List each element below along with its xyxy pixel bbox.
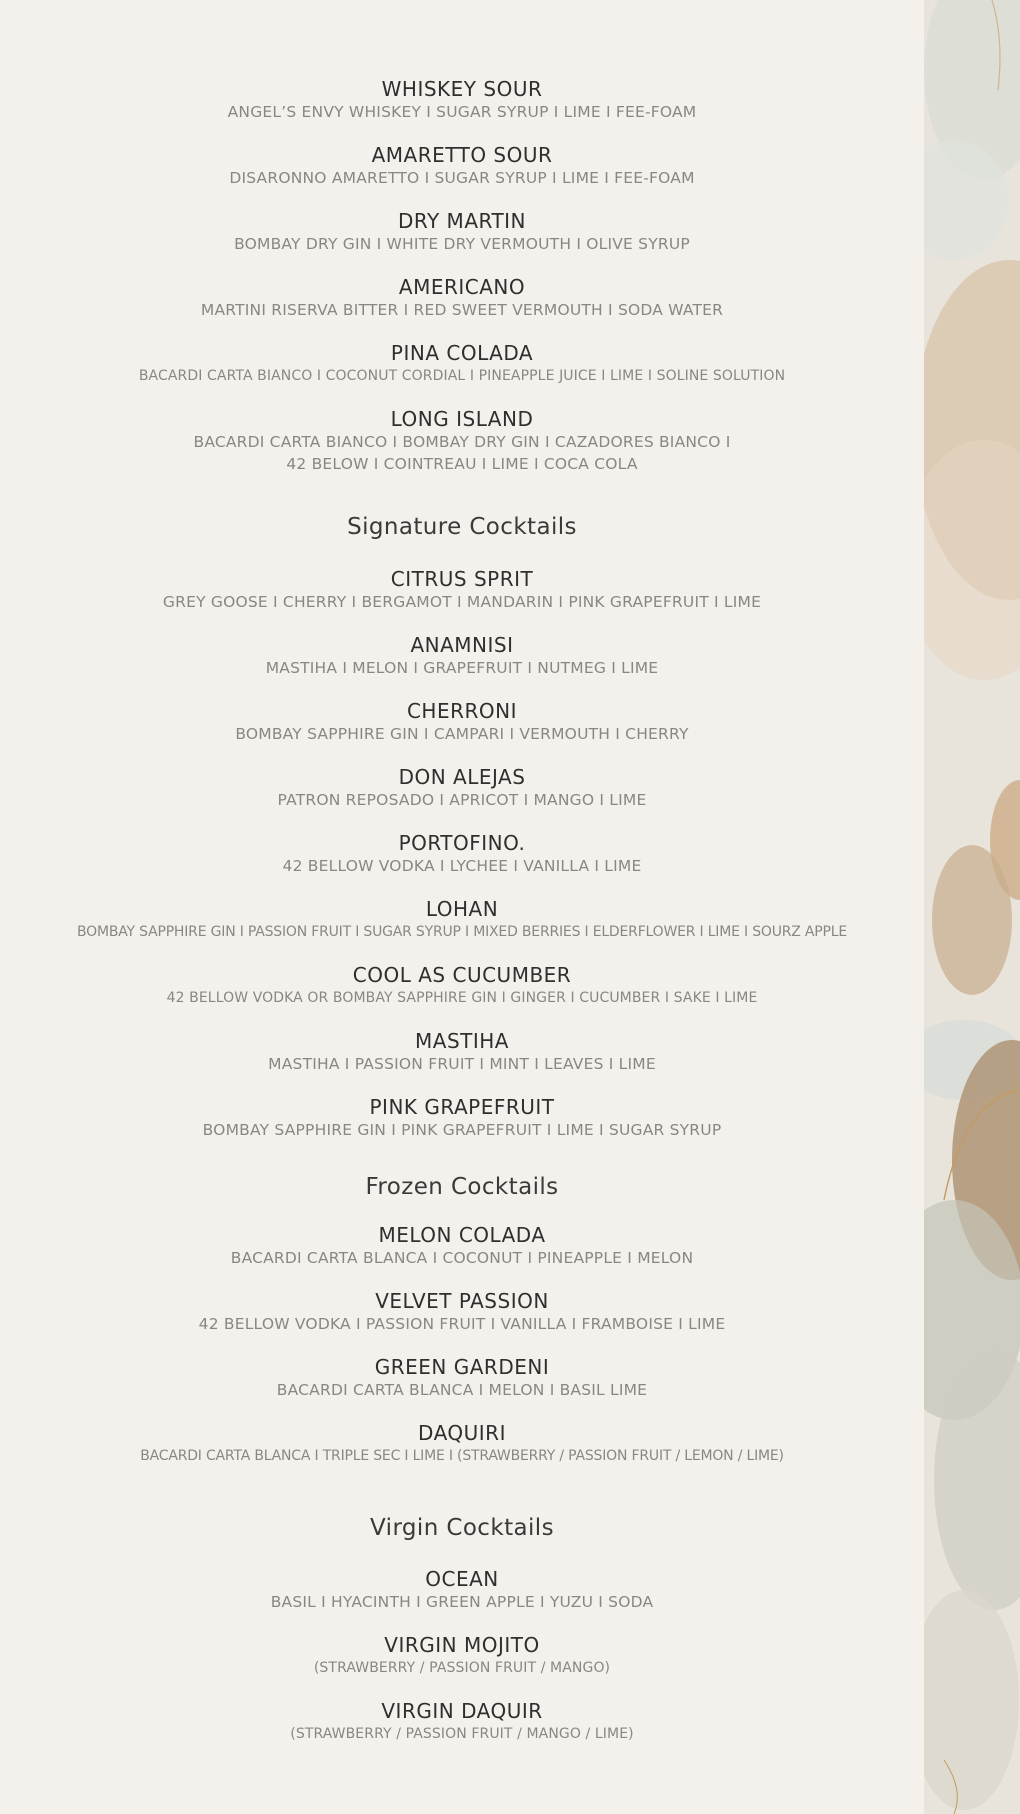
item-desc: DISARONNO AMARETTO I SUGAR SYRUP I LIME I FEE-FOAM	[229, 169, 695, 187]
item-desc: (STRAWBERRY / PASSION FRUIT / MANGO)	[313, 1660, 611, 1676]
item-desc: MARTINI RISERVA BITTER I RED SWEET VERMOUTH I SODA WATER	[200, 301, 724, 319]
item-desc: 42 BELLOW VODKA I LYCHEE I VANILLA I LIME	[282, 857, 642, 875]
item-name: AMERICANO	[398, 275, 526, 299]
item-desc: PATRON REPOSADO I APRICOT I MANGO I LIME	[277, 791, 647, 809]
item-name: OCEAN	[425, 1567, 499, 1591]
item-name: MELON COLADA	[378, 1223, 546, 1247]
item-desc: 42 BELOW I COINTREAU I LIME I COCA COLA	[286, 455, 638, 473]
item-desc: BOMBAY SAPPHIRE GIN I PASSION FRUIT I SUGAR SYRUP I MIXED BERRIES I ELDERFLOWER I LIME I SOURZ APPLE	[76, 924, 848, 940]
item-desc: BACARDI CARTA BIANCO I COCONUT CORDIAL I PINEAPPLE JUICE I LIME I SOLINE SOLUTION	[138, 368, 786, 384]
item-name: DRY MARTIN	[397, 209, 527, 233]
item-desc: 42 BELLOW VODKA I PASSION FRUIT I VANILLA I FRAMBOISE I LIME	[198, 1315, 726, 1333]
section-title-frozen: Frozen Cocktails	[365, 1174, 559, 1200]
item-desc: MASTIHA I MELON I GRAPEFRUIT I NUTMEG I LIME	[265, 659, 659, 677]
item-desc: BOMBAY SAPPHIRE GIN I CAMPARI I VERMOUTH I CHERRY	[235, 725, 689, 743]
item-name: CITRUS SPRIT	[390, 567, 534, 591]
item-name: MASTIHA	[415, 1029, 509, 1053]
item-desc: BOMBAY SAPPHIRE GIN I PINK GRAPEFRUIT I LIME I SUGAR SYRUP	[202, 1121, 722, 1139]
item-name: VIRGIN MOJITO	[384, 1633, 540, 1657]
item-name: WHISKEY SOUR	[381, 77, 543, 101]
item-name: PINA COLADA	[390, 341, 534, 365]
item-name: GREEN GARDENI	[374, 1355, 550, 1379]
item-name: PINK GRAPEFRUIT	[369, 1095, 555, 1119]
section-title-signature: Signature Cocktails	[347, 514, 577, 540]
item-name: DON ALEJAS	[398, 765, 526, 789]
item-desc: GREY GOOSE I CHERRY I BERGAMOT I MANDARIN I PINK GRAPEFRUIT I LIME	[162, 593, 762, 611]
watercolor-decoration	[924, 0, 1020, 1814]
item-name: ANAMNISI	[410, 633, 514, 657]
item-desc: BACARDI CARTA BLANCA I TRIPLE SEC I LIME I (STRAWBERRY / PASSION FRUIT / LEMON / LIME)	[140, 1448, 784, 1464]
section-title-virgin: Virgin Cocktails	[370, 1515, 554, 1541]
item-name: DAQUIRI	[418, 1421, 506, 1445]
item-name: VELVET PASSION	[375, 1289, 549, 1313]
item-name: LONG ISLAND	[390, 407, 534, 431]
item-desc: BACARDI CARTA BLANCA I COCONUT I PINEAPPLE I MELON	[230, 1249, 694, 1267]
item-name: LOHAN	[425, 897, 499, 921]
item-name: VIRGIN DAQUIR	[381, 1699, 543, 1723]
item-desc: BOMBAY DRY GIN I WHITE DRY VERMOUTH I OLIVE SYRUP	[234, 235, 690, 253]
item-name: PORTOFINO.	[398, 831, 526, 855]
item-desc: BACARDI CARTA BIANCO I BOMBAY DRY GIN I CAZADORES BIANCO I	[193, 433, 731, 451]
item-name: AMARETTO SOUR	[371, 143, 553, 167]
item-desc: ANGEL’S ENVY WHISKEY I SUGAR SYRUP I LIME I FEE-FOAM	[227, 103, 697, 121]
item-desc: (STRAWBERRY / PASSION FRUIT / MANGO / LIME)	[290, 1726, 634, 1742]
item-name: CHERRONI	[406, 699, 518, 723]
item-desc: MASTIHA I PASSION FRUIT I MINT I LEAVES I LIME	[268, 1055, 656, 1073]
item-desc: BACARDI CARTA BLANCA I MELON I BASIL LIME	[276, 1381, 648, 1399]
item-desc: BASIL I HYACINTH I GREEN APPLE I YUZU I SODA	[270, 1593, 654, 1611]
item-name: COOL AS CUCUMBER	[352, 963, 572, 987]
item-desc: 42 BELLOW VODKA OR BOMBAY SAPPHIRE GIN I GINGER I CUCUMBER I SAKE I LIME	[166, 990, 758, 1006]
